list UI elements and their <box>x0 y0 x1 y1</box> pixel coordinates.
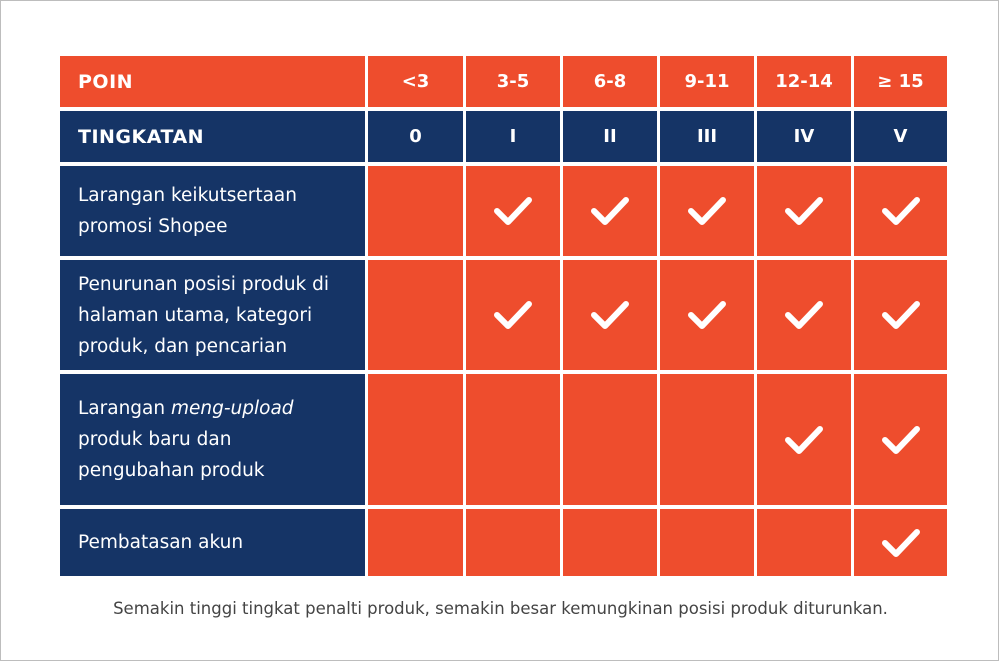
tingkatan-header-label: TINGKATAN <box>60 111 365 162</box>
penalty-label-emphasis: meng-upload <box>171 398 294 419</box>
poin-value: 3-5 <box>466 56 560 107</box>
penalty-label-text <box>78 393 353 486</box>
penalty-cell-empty <box>563 374 657 505</box>
penalty-cell-empty <box>563 509 657 576</box>
penalty-cell-empty <box>466 509 560 576</box>
penalty-cell-checked <box>466 260 560 370</box>
penalty-cell-checked <box>757 260 851 370</box>
check-icon <box>785 300 823 330</box>
penalty-row-label <box>60 260 365 370</box>
penalty-cell-checked <box>660 166 754 256</box>
tingkatan-value: V <box>854 111 947 162</box>
penalty-cell-empty <box>660 509 754 576</box>
penalty-table <box>60 56 947 576</box>
check-icon <box>882 425 920 455</box>
penalty-cell-empty <box>368 260 463 370</box>
tingkatan-value: I <box>466 111 560 162</box>
tingkatan-value: III <box>660 111 754 162</box>
check-icon <box>785 425 823 455</box>
penalty-label-part: Larangan keikutsertaan promosi Shopee <box>78 185 297 237</box>
penalty-cell-checked <box>854 260 947 370</box>
penalty-cell-checked <box>757 166 851 256</box>
penalty-cell-empty <box>466 374 560 505</box>
penalty-cell-checked <box>854 509 947 576</box>
check-icon <box>494 196 532 226</box>
tingkatan-value: 0 <box>368 111 463 162</box>
poin-value: 9-11 <box>660 56 754 107</box>
check-icon <box>688 196 726 226</box>
penalty-label-text <box>78 180 353 242</box>
penalty-cell-checked <box>854 166 947 256</box>
check-icon <box>591 300 629 330</box>
check-icon <box>591 196 629 226</box>
penalty-label-part: produk baru dan pengubahan produk <box>78 429 265 481</box>
poin-value: 12-14 <box>757 56 851 107</box>
penalty-cell-empty <box>757 509 851 576</box>
poin-header-label: POIN <box>60 56 365 107</box>
penalty-label-part: Pembatasan akun <box>78 532 244 553</box>
check-icon <box>882 196 920 226</box>
penalty-label-part: Larangan <box>78 398 171 419</box>
penalty-label-text <box>78 269 353 362</box>
penalty-row-label <box>60 166 365 256</box>
table-caption: Semakin tinggi tingkat penalti produk, semakin besar kemungkinan posisi produk diturunkan. <box>113 599 888 618</box>
check-icon <box>785 196 823 226</box>
penalty-cell-checked <box>660 260 754 370</box>
penalty-cell-checked <box>563 166 657 256</box>
poin-value: 6-8 <box>563 56 657 107</box>
poin-value: ≥ 15 <box>854 56 947 107</box>
penalty-label-text <box>78 527 243 558</box>
penalty-row-label <box>60 509 365 576</box>
penalty-cell-empty <box>660 374 754 505</box>
penalty-cell-checked <box>757 374 851 505</box>
tingkatan-value: IV <box>757 111 851 162</box>
penalty-cell-checked <box>854 374 947 505</box>
check-icon <box>882 528 920 558</box>
penalty-cell-empty <box>368 509 463 576</box>
check-icon <box>882 300 920 330</box>
penalty-cell-empty <box>368 166 463 256</box>
check-icon <box>688 300 726 330</box>
penalty-row-label <box>60 374 365 505</box>
penalty-cell-checked <box>563 260 657 370</box>
poin-value: <3 <box>368 56 463 107</box>
penalty-cell-empty <box>368 374 463 505</box>
penalty-label-part: Penurunan posisi produk di halaman utama, kategori produk, dan pencarian <box>78 273 330 357</box>
tingkatan-value: II <box>563 111 657 162</box>
penalty-cell-checked <box>466 166 560 256</box>
check-icon <box>494 300 532 330</box>
